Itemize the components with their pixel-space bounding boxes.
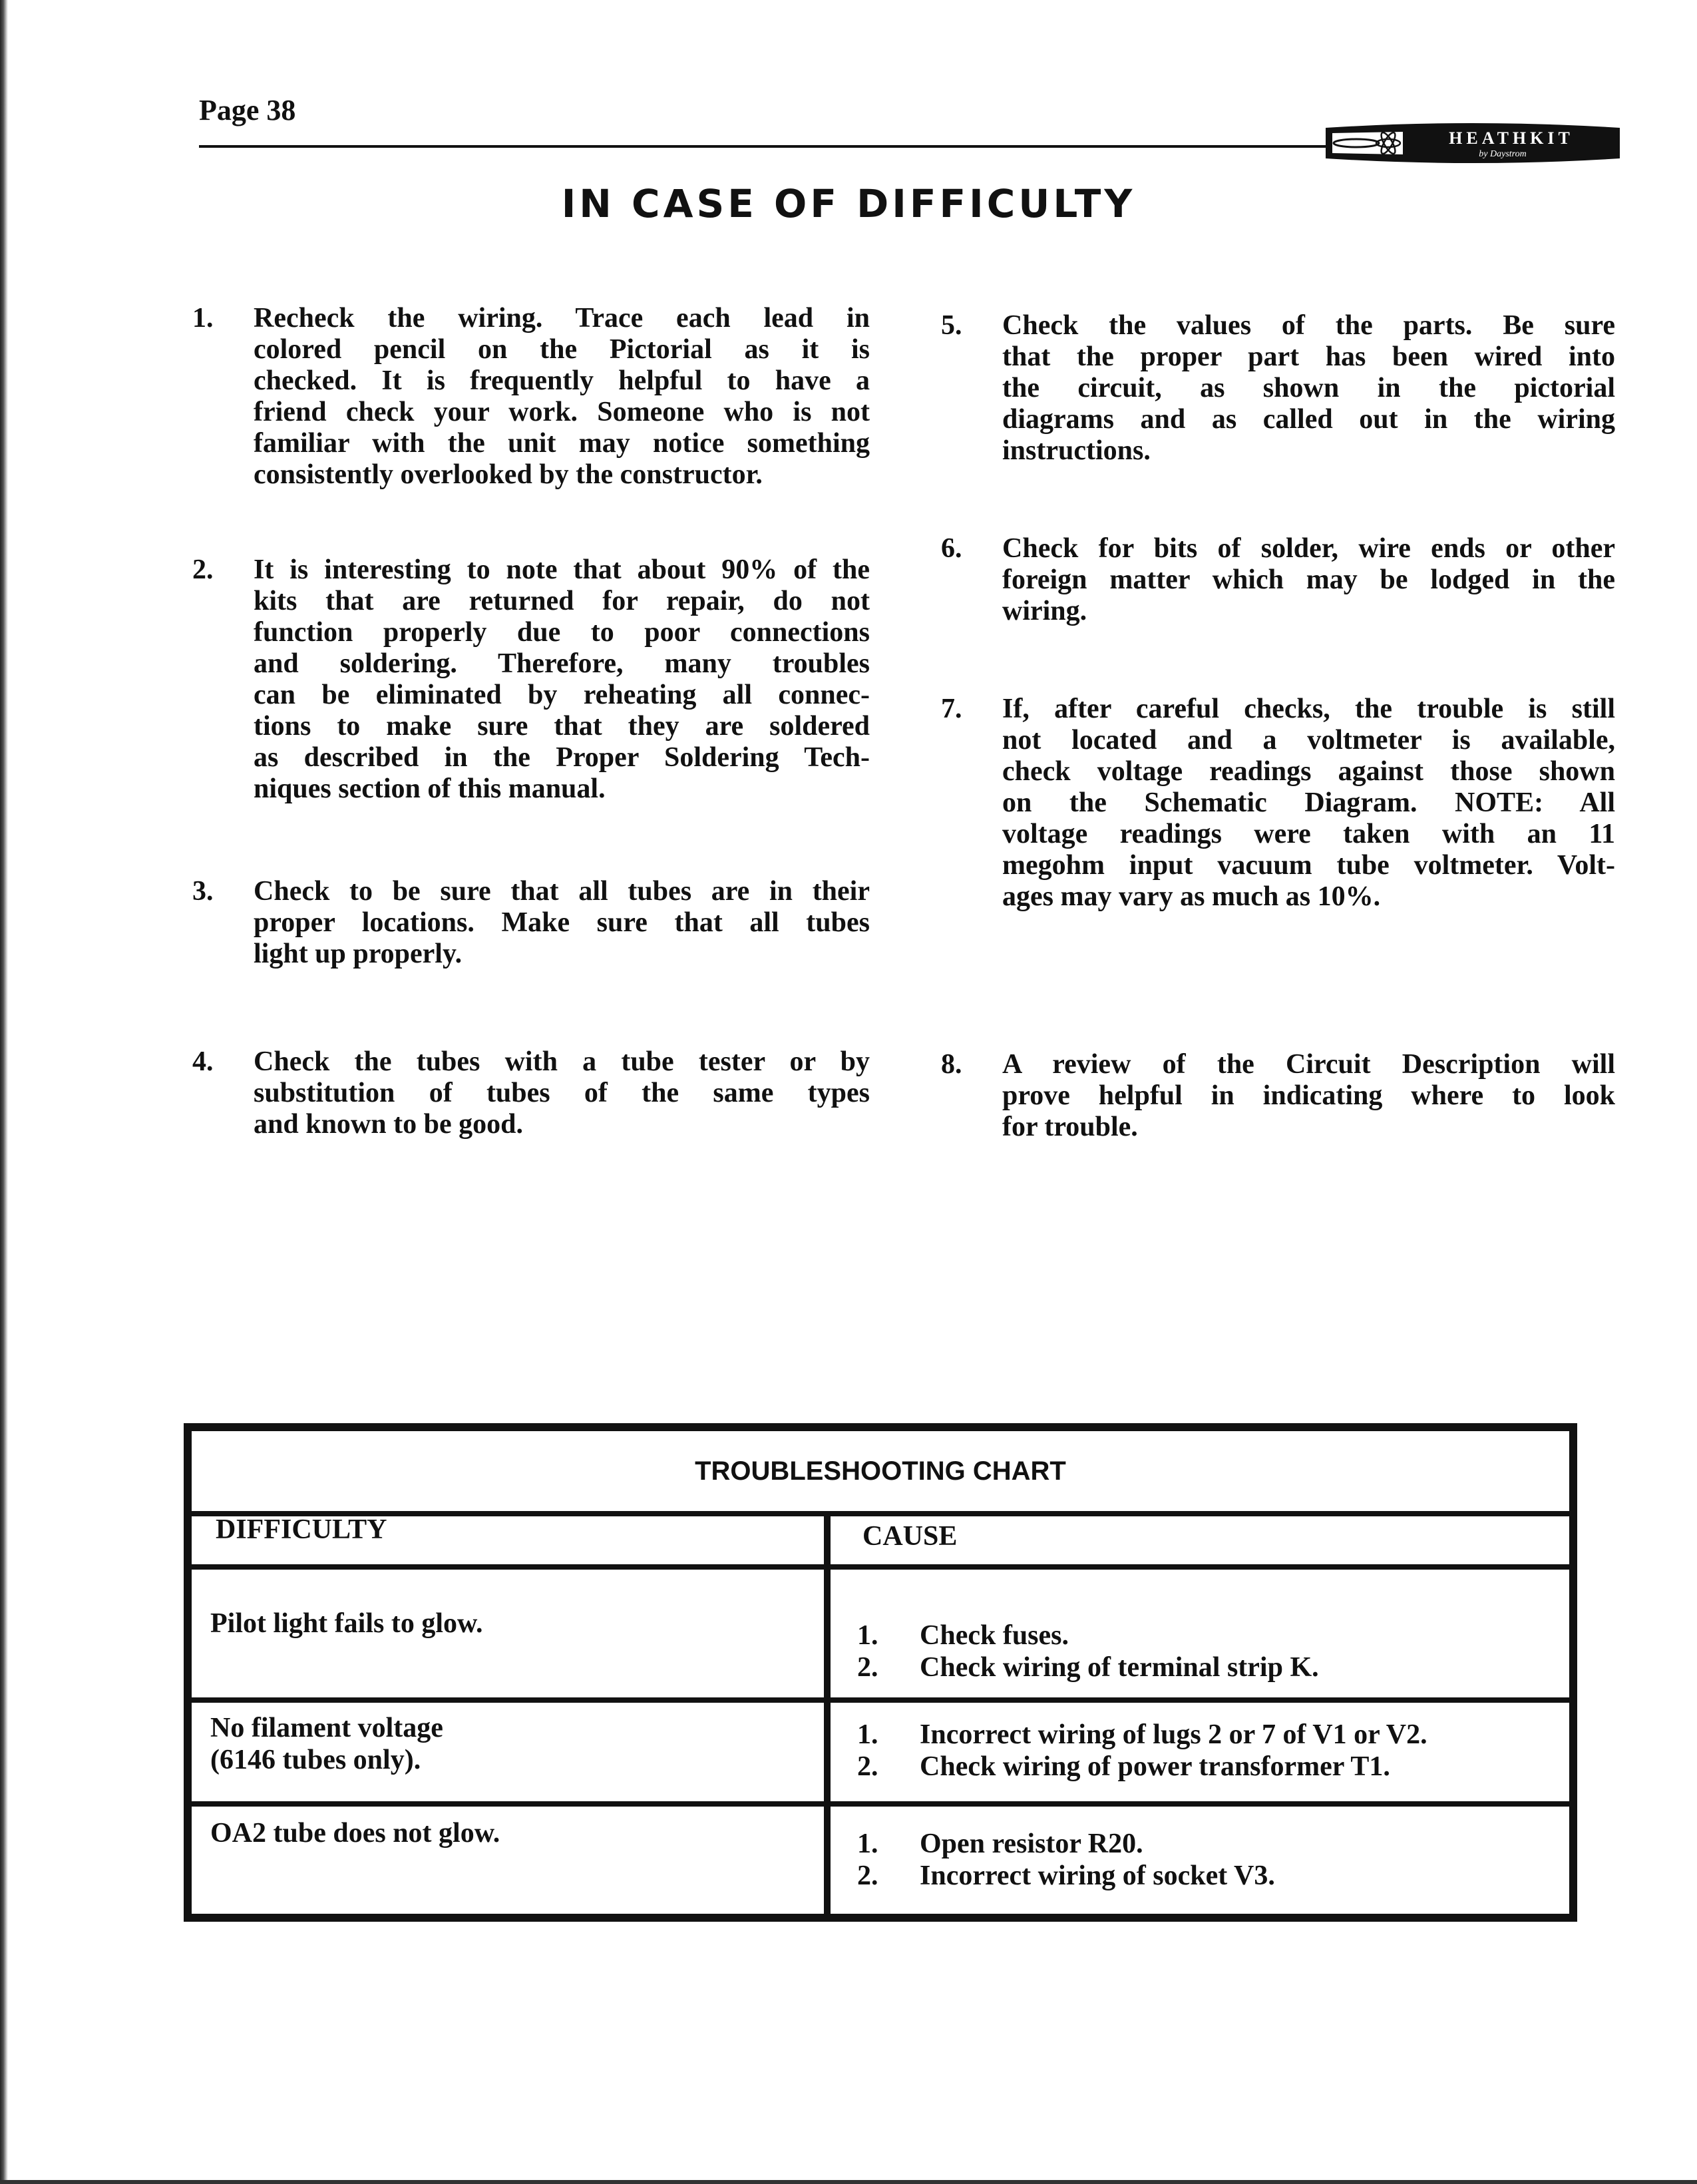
text-line: the circuit, as shown in the pictorial — [1002, 373, 1615, 403]
column-header-cause: CAUSE — [862, 1521, 958, 1552]
difficulty-text: OA2 tube does not glow. — [210, 1818, 500, 1849]
page-number: Page 38 — [199, 94, 296, 126]
cause-item — [857, 1828, 1275, 1860]
page-title: IN CASE OF DIFFICULTY — [561, 181, 1136, 226]
text-line: Check to be sure that all tubes are in their — [254, 876, 870, 907]
cause-text: Check wiring of terminal strip K. — [920, 1652, 1319, 1683]
cause-text: Check fuses. — [920, 1620, 1069, 1651]
item-text — [254, 1046, 870, 1140]
text-line: that the proper part has been wired into — [1002, 341, 1615, 372]
text-line: wiring. — [1002, 596, 1087, 626]
text-line: tions to make sure that they are soldered — [254, 711, 870, 742]
item-text — [1002, 694, 1615, 913]
cause-item — [857, 1651, 1319, 1683]
difficulty-cell — [210, 1817, 500, 1849]
text-line: It is interesting to note that about 90% of the — [254, 554, 870, 585]
text-line: diagrams and as called out in the wiring — [1002, 404, 1615, 435]
cause-number: 2. — [857, 1652, 878, 1683]
text-line: megohm input vacuum tube voltmeter. Volt- — [1002, 850, 1615, 881]
cause-cell — [857, 1719, 1427, 1783]
item-text — [1002, 310, 1615, 467]
text-line: Check the tubes with a tube tester or by — [254, 1046, 870, 1077]
item-number: 4. — [192, 1046, 214, 1077]
divider — [192, 1801, 1569, 1807]
cause-item — [857, 1620, 1319, 1651]
text-line: Recheck the wiring. Trace each lead in — [254, 303, 870, 333]
difficulty-text: Pilot light fails to glow. — [210, 1608, 483, 1639]
cause-number: 1. — [857, 1620, 878, 1651]
cause-item — [857, 1860, 1275, 1892]
column-header-difficulty: DIFFICULTY — [216, 1514, 387, 1545]
cause-text: Incorrect wiring of lugs 2 or 7 of V1 or V2. — [920, 1719, 1427, 1750]
text-line: for trouble. — [1002, 1112, 1138, 1142]
text-line: kits that are returned for repair, do not — [254, 586, 870, 616]
text-line: as described in the Proper Soldering Tech- — [254, 742, 870, 773]
text-line: familiar with the unit may notice something — [254, 428, 870, 459]
item-number: 3. — [192, 876, 214, 907]
text-line: on the Schematic Diagram. NOTE: All — [1002, 787, 1615, 818]
text-line: ages may vary as much as 10%. — [1002, 881, 1381, 912]
scan-edge-bottom — [0, 2180, 1697, 2184]
cause-text: Check wiring of power transformer T1. — [920, 1751, 1390, 1782]
text-line: niques section of this manual. — [254, 773, 606, 804]
cause-item — [857, 1751, 1427, 1783]
text-line: If, after careful checks, the trouble is still — [1002, 694, 1615, 724]
text-line: voltage readings were taken with an 11 — [1002, 819, 1615, 849]
text-line: instructions. — [1002, 435, 1151, 466]
cause-number: 2. — [857, 1751, 878, 1782]
item-number: 1. — [192, 303, 214, 333]
header-rule — [199, 145, 1330, 148]
text-line: function properly due to poor connections — [254, 617, 870, 648]
cause-cell — [857, 1828, 1275, 1892]
divider — [192, 1697, 1569, 1703]
svg-text:by Daystrom: by Daystrom — [1479, 149, 1527, 159]
text-line: check voltage readings against those shown — [1002, 756, 1615, 787]
chart-title: TROUBLESHOOTING CHART — [695, 1456, 1066, 1486]
column-divider — [824, 1511, 831, 1914]
difficulty-cell — [210, 1712, 443, 1776]
text-line: foreign matter which may be lodged in the — [1002, 564, 1615, 595]
cause-text: Incorrect wiring of socket V3. — [920, 1860, 1275, 1891]
item-text — [254, 554, 870, 805]
cause-number: 2. — [857, 1860, 878, 1891]
cause-item — [857, 1719, 1427, 1751]
item-number: 8. — [941, 1049, 962, 1080]
scan-edge — [0, 0, 8, 2184]
text-line: and soldering. Therefore, many troubles — [254, 648, 870, 679]
text-line: checked. It is frequently helpful to have a — [254, 365, 870, 396]
svg-text:HEATHKIT: HEATHKIT — [1449, 128, 1574, 148]
item-number: 6. — [941, 533, 962, 564]
text-line: light up properly. — [254, 939, 463, 969]
divider — [192, 1564, 1569, 1570]
item-number: 7. — [941, 694, 962, 724]
text-line: colored pencil on the Pictorial as it is — [254, 334, 870, 365]
cause-cell — [857, 1620, 1319, 1683]
difficulty-cell — [210, 1608, 483, 1639]
item-text — [1002, 1049, 1615, 1143]
heathkit-logo — [1323, 121, 1622, 165]
cause-number: 1. — [857, 1829, 878, 1859]
divider — [192, 1511, 1569, 1516]
item-text — [254, 303, 870, 491]
text-line: substitution of tubes of the same types — [254, 1078, 870, 1108]
item-number: 2. — [192, 554, 214, 585]
difficulty-text: (6146 tubes only). — [210, 1745, 421, 1775]
text-line: proper locations. Make sure that all tubes — [254, 907, 870, 938]
text-line: not located and a voltmeter is available, — [1002, 725, 1615, 756]
text-line: friend check your work. Someone who is not — [254, 397, 870, 427]
text-line: consistently overlooked by the constructor. — [254, 459, 763, 490]
troubleshooting-chart — [184, 1423, 1577, 1922]
item-number: 5. — [941, 310, 962, 341]
cause-text: Open resistor R20. — [920, 1829, 1143, 1859]
text-line: can be eliminated by reheating all connec- — [254, 680, 870, 710]
item-text — [1002, 533, 1615, 627]
item-text — [254, 876, 870, 970]
text-line: Check the values of the parts. Be sure — [1002, 310, 1615, 341]
cause-number: 1. — [857, 1719, 878, 1750]
text-line: and known to be good. — [254, 1109, 523, 1140]
difficulty-text: No filament voltage — [210, 1713, 443, 1743]
text-line: A review of the Circuit Description will — [1002, 1049, 1615, 1080]
text-line: Check for bits of solder, wire ends or other — [1002, 533, 1615, 564]
text-line: prove helpful in indicating where to look — [1002, 1080, 1615, 1111]
